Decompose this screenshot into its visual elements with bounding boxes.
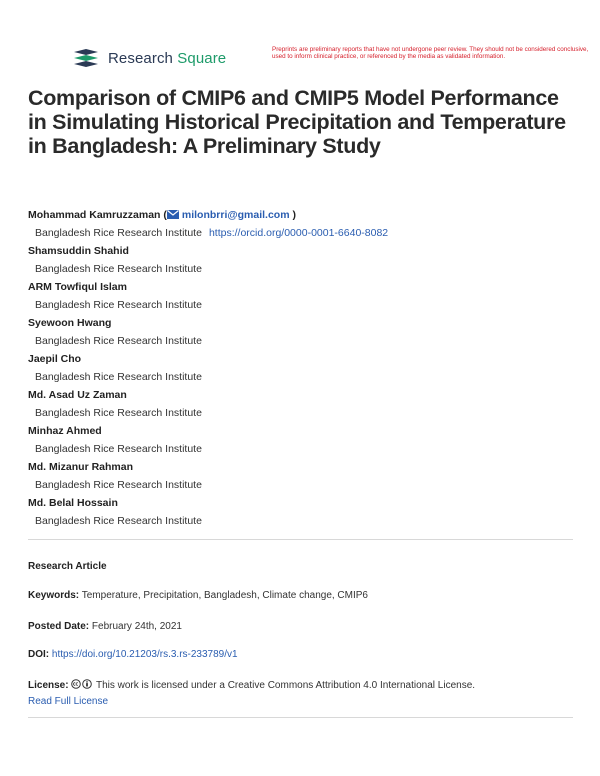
author-email-link[interactable]: milonbrri@gmail.com <box>181 209 290 221</box>
article-type: Research Article <box>28 561 107 572</box>
keywords-label: Keywords: <box>28 590 80 601</box>
divider <box>28 539 573 540</box>
license-label: License: <box>28 680 69 691</box>
author-name: Syewoon Hwang <box>28 317 112 329</box>
logo-text <box>108 50 226 67</box>
author-affiliation: Bangladesh Rice Research Institute <box>35 407 202 419</box>
author-name: ARM Towfiqul Islam <box>28 281 127 293</box>
read-full-license-link[interactable]: Read Full License <box>28 696 109 707</box>
author-name: Mohammad Kamruzzaman ( milonbrri@gmail.com ) <box>28 209 296 221</box>
author-name: Shamsuddin Shahid <box>28 245 129 257</box>
author-item <box>28 350 573 386</box>
author-item <box>28 314 573 350</box>
author-affiliation: Bangladesh Rice Research Institute <box>35 299 202 311</box>
author-item <box>28 278 573 314</box>
license-line <box>28 678 573 710</box>
posted-date-line <box>28 620 573 634</box>
author-affiliation: Bangladesh Rice Research Institute https://orcid.org/0000-0001-6640-8082 <box>35 227 389 239</box>
author-name: Md. Mizanur Rahman <box>28 461 134 473</box>
author-affiliation: Bangladesh Rice Research Institute <box>35 479 202 491</box>
orcid-link[interactable]: https://orcid.org/0000-0001-6640-8082 <box>208 227 389 239</box>
license-text: This work is licensed under a Creative Commons Attribution 4.0 International License. <box>95 680 476 691</box>
header <box>72 46 592 76</box>
author-item <box>28 242 573 278</box>
author-affiliation: Bangladesh Rice Research Institute <box>35 443 202 455</box>
author-affiliation: Bangladesh Rice Research Institute <box>35 263 202 275</box>
author-name: Minhaz Ahmed <box>28 425 102 437</box>
doi-line <box>28 648 573 662</box>
author-list <box>28 206 573 530</box>
author-name: Md. Belal Hossain <box>28 497 118 509</box>
paper-title: Comparison of CMIP6 and CMIP5 Model Performance in Simulating Historical Precipitation and Temperature in Bangladesh: A Preliminary Study <box>28 86 566 158</box>
cc-by-icon <box>82 679 92 689</box>
logo-word-square: Square <box>177 49 227 67</box>
author-affiliation: Bangladesh Rice Research Institute <box>35 515 202 527</box>
doi-link[interactable]: https://doi.org/10.21203/rs.3.rs-233789/v1 <box>51 649 238 660</box>
author-item <box>28 386 573 422</box>
author-name: Md. Asad Uz Zaman <box>28 389 127 401</box>
keywords-value: Temperature, Precipitation, Bangladesh, Climate change, CMIP6 <box>81 590 368 601</box>
author-item <box>28 458 573 494</box>
doi-label: DOI: <box>28 649 50 660</box>
mail-icon <box>167 210 179 219</box>
logo-word-research: Research <box>108 49 173 67</box>
author-name: Jaepil Cho <box>28 353 82 365</box>
author-item <box>28 206 573 242</box>
author-affiliation: Bangladesh Rice Research Institute <box>35 371 202 383</box>
research-square-logo-icon <box>72 48 102 68</box>
research-square-logo[interactable] <box>72 48 226 68</box>
author-item <box>28 494 573 530</box>
posted-date-label: Posted Date: <box>28 621 90 632</box>
cc-icon <box>71 679 81 689</box>
author-affiliation: Bangladesh Rice Research Institute <box>35 335 202 347</box>
keywords-line <box>28 589 573 603</box>
posted-date-value: February 24th, 2021 <box>91 621 182 632</box>
author-item <box>28 422 573 458</box>
divider <box>28 717 573 718</box>
preprint-notice: Preprints are preliminary reports that have not undergone peer review. They should not be considered conclusive, used to inform clinical practice, or referenced by the media as validated information. <box>272 46 589 61</box>
